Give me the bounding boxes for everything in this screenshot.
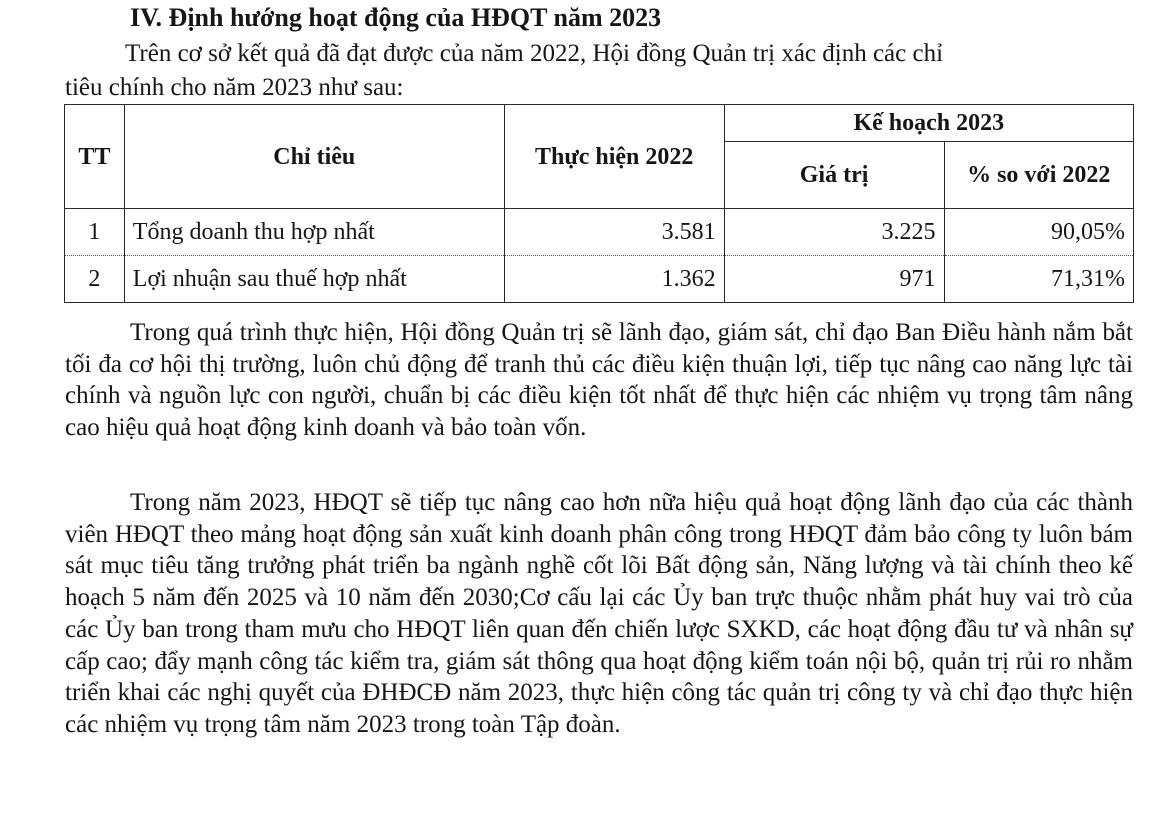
header-indicator: Chỉ tiêu	[124, 105, 504, 209]
intro-text-line-1: Trên cơ sở kết quả đã đạt được của năm 2022, Hội đồng Quản trị xác định các chỉ	[125, 40, 944, 67]
row-actual-2022: 3.581	[504, 209, 724, 256]
paragraph-2: Trong năm 2023, HĐQT sẽ tiếp tục nâng cao hơn nữa hiệu quả hoạt động lãnh đạo của các thành viên HĐQT theo mảng hoạt động sản xuất kinh doanh phân công trong HĐQT đảm bảo công ty luôn bám sát mục tiêu tăng trưởng phát triển ba ngành nghề cốt lõi Bất động sản, Năng lượng và tài chính theo kế hoạch 5 năm đến 2025 và 10 năm đến 2030;Cơ cấu lại các Ủy ban trực thuộc nhằm phát huy vai trò của các Ủy ban trong tham mưu cho HĐQT liên quan đến chiến lược SXKD, các hoạt động đầu tư và nhân sự cấp cao; đẩy mạnh công tác kiểm tra, giám sát thông qua hoạt động kiểm toán nội bộ, quản trị rủi ro nhằm triển khai các nghị quyết của ĐHĐCĐ năm 2023, thực hiện công tác quản trị công ty và chỉ đạo thực hiện các nhiệm vụ trọng tâm năm 2023 trong toàn Tập đoàn.	[65, 489, 1133, 738]
row-value: 3.225	[724, 209, 944, 256]
row-value: 971	[724, 256, 944, 303]
row-percent: 71,31%	[944, 256, 1134, 303]
table-row	[65, 256, 1134, 303]
row-tt: 1	[65, 209, 125, 256]
section-heading: IV. Định hướng hoạt động của HĐQT năm 2023	[130, 3, 662, 32]
row-tt: 2	[65, 256, 125, 303]
header-plan-2023: Kế hoạch 2023	[724, 105, 1133, 142]
header-percent-vs-2022: % so với 2022	[944, 142, 1134, 209]
paragraph-1: Trong quá trình thực hiện, Hội đồng Quản trị sẽ lãnh đạo, giám sát, chỉ đạo Ban Điều hành nắm bắt tối đa cơ hội thị trường, luôn chủ động để tranh thủ các điều kiện thuận lợi, tiếp tục nâng cao năng lực tài chính và nguồn lực con người, chuẩn bị các điều kiện tốt nhất để thực hiện các nhiệm vụ trọng tâm nâng cao hiệu quả hoạt động kinh doanh và bảo toàn vốn.	[65, 319, 1133, 442]
table-header-row	[65, 105, 1134, 142]
row-percent: 90,05%	[944, 209, 1134, 256]
header-tt: TT	[65, 105, 125, 209]
header-actual-2022: Thực hiện 2022	[504, 105, 724, 209]
row-actual-2022: 1.362	[504, 256, 724, 303]
targets-table	[64, 104, 1134, 303]
header-value: Giá trị	[724, 142, 944, 209]
intro-text-line-2: tiêu chính cho năm 2023 như sau:	[65, 74, 404, 101]
table-row	[65, 209, 1134, 256]
row-indicator: Tổng doanh thu hợp nhất	[124, 209, 504, 256]
row-indicator: Lợi nhuận sau thuế hợp nhất	[124, 256, 504, 303]
